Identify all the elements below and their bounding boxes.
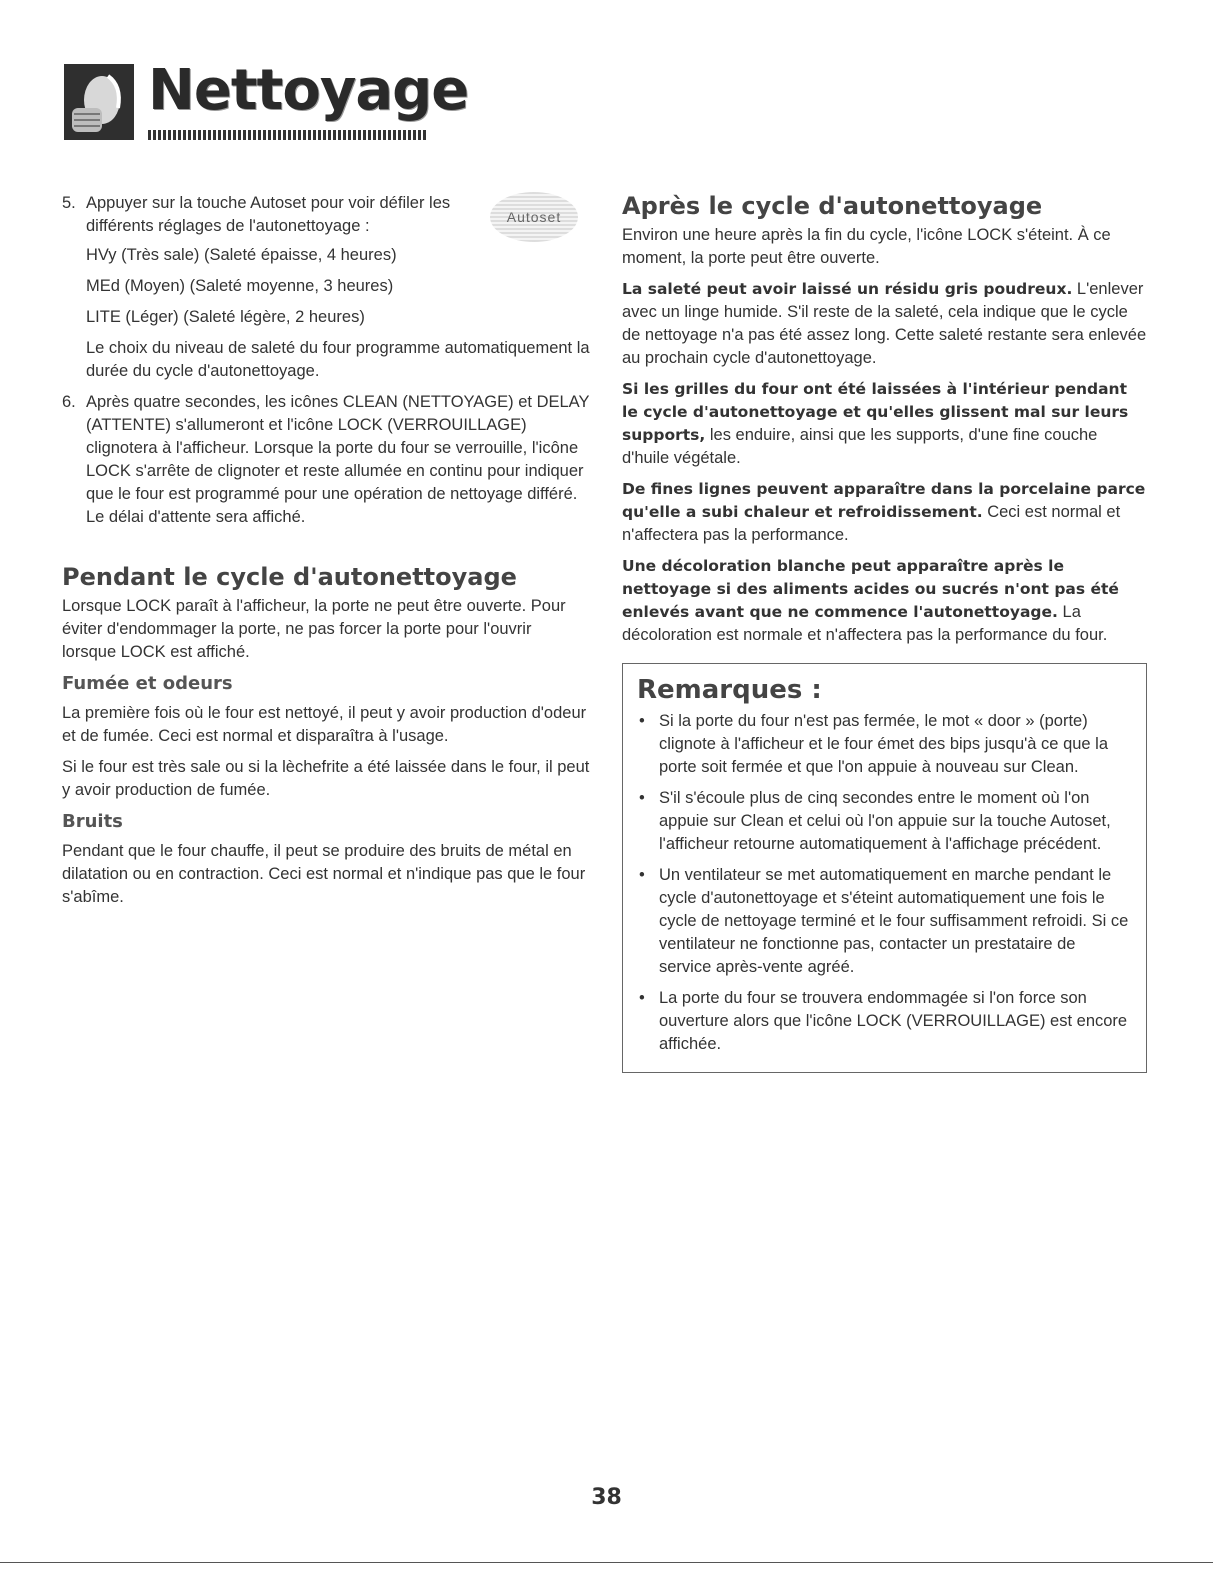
list-item [637,710,1132,779]
option-lite: LITE (Léger) (Saleté légère, 2 heures) [86,308,365,326]
step-text: Appuyer sur la touche Autoset pour voir défiler les différents réglages de l'autonettoyage : [86,194,451,235]
remarques-heading: Remarques : [637,675,822,705]
bullet-icon: • [639,866,645,884]
paragraph [622,478,1147,547]
section-heading: Pendant le cycle d'autonettoyage [62,563,517,591]
paragraph [622,278,1147,370]
paragraph-lead: Si les grilles du four ont été laissées à l'intérieur pendant le cycle d'autonettoyage et qu'elles glissent mal sur leurs supports, [622,380,1129,444]
title-underline [148,130,426,140]
list-item [637,787,1132,856]
bullet-icon: • [639,789,645,807]
page-number: 38 [591,1485,622,1510]
paragraph: Pendant que le four chauffe, il peut se produire des bruits de métal en dilatation ou en contraction. Ceci est normal et n'indique pas que le four s'abîme. [62,842,586,906]
paragraph-lead: La saleté peut avoir laissé un résidu gris poudreux. [622,280,1073,298]
page-title: Nettoyage [148,58,469,123]
section-text: Environ une heure après la fin du cycle, l'icône LOCK s'éteint. À ce moment, la porte peut être ouverte. [622,226,1111,267]
steps-list [62,192,590,238]
step-number: 5. [62,194,76,212]
list-item-text: S'il s'écoule plus de cinq secondes entre le moment où l'on appuie sur Clean et celui où l'on appuie sur la touche Autoset, l'afficheur retourne automatiquement à l'affichage précédent. [659,789,1111,853]
paragraph-text: les enduire, ainsi que les supports, d'une fine couche d'huile végétale. [622,426,1098,467]
bullet-icon: • [639,989,645,1007]
list-item [637,864,1132,979]
section-heading: Après le cycle d'autonettoyage [622,192,1043,220]
list-item-text: Un ventilateur se met automatiquement en marche pendant le cycle d'autonettoyage et s'éteint automatiquement une fois le cycle de nettoyage terminé et le four suffisamment refroidi. Si ce ventilateur ne fonctionne pas, contacter un prestataire de service après-vente agréé. [659,866,1129,976]
bullet-icon: • [639,712,645,730]
list-item [637,987,1132,1056]
step-6 [62,391,590,529]
paragraph-text: Ceci est normal et n'affectera pas la performance. [622,503,1121,544]
step-text: Après quatre secondes, les icônes CLEAN (NETTOYAGE) et DELAY (ATTENTE) s'allumeront et l'icône LOCK (VERROUILLAGE) clignotera à l'afficheur. Lorsque la porte du four se verrouille, l'icône LOCK s'arrête de clignoter et reste allumée en continu pour indiquer que le four est programmé pour une opération de nettoyage différé. Le délai d'attente sera affiché. [86,393,590,526]
steps-list [62,391,590,529]
paragraph: La première fois où le four est nettoyé, il peut y avoir production d'odeur et de fumée. Ceci est normal et disparaîtra à l'usage. [62,704,587,745]
option-med: MEd (Moyen) (Saleté moyenne, 3 heures) [86,277,394,295]
paragraph [622,555,1147,647]
footer-rule [0,1562,1213,1563]
paragraph-text: L'enlever avec un linge humide. S'il reste de la saleté, cela indique que le cycle de nettoyage n'a pas été assez long. Cette saleté restante sera enlevée au prochain cycle d'autonettoyage. [622,280,1147,367]
step-number: 6. [62,393,76,411]
section-text: Lorsque LOCK paraît à l'afficheur, la porte ne peut être ouverte. Pour éviter d'endommager la porte, ne pas forcer la porte pour l'ouvrir lorsque LOCK est affiché. [62,597,566,661]
step-5 [62,192,590,238]
paragraph-lead: De fines lignes peuvent apparaître dans la porcelaine parce qu'elle a subi chaleur et refroidissement. [622,480,1146,521]
paragraph [622,378,1147,470]
remarques-box [622,663,1147,1073]
cleaning-hand-icon [64,64,134,140]
autoset-button-icon: Autoset [490,192,578,242]
right-column [622,192,1147,1073]
left-column [62,192,590,917]
paragraph: Si le four est très sale ou si la lèchefrite a été laissée dans le four, il peut y avoir production de fumée. [62,758,590,799]
paragraph-lead: Une décoloration blanche peut apparaître après le nettoyage si des aliments acides ou sucrés n'ont pas été enlevés avant que ne commence l'autonettoyage. [622,557,1119,621]
subsection-heading: Bruits [62,811,123,832]
paragraph-text: La décoloration est normale et n'affectera pas la performance du four. [622,603,1108,644]
remarques-list [637,710,1132,1056]
list-item-text: Si la porte du four n'est pas fermée, le mot « door » (porte) clignote à l'afficheur et le four émet des bips jusqu'à ce que la porte soit fermée et que l'on appuie à nouveau sur Clean. [659,712,1109,776]
list-item-text: La porte du four se trouvera endommagée si l'on force son ouverture alors que l'icône LOCK (VERROUILLAGE) est encore affichée. [659,989,1128,1053]
step-note: Le choix du niveau de saleté du four programme automatiquement la durée du cycle d'autonettoyage. [86,339,590,380]
subsection-heading: Fumée et odeurs [62,673,233,694]
section-pendant [62,563,590,909]
option-hvy: HVy (Très sale) (Saleté épaisse, 4 heures) [86,246,397,264]
